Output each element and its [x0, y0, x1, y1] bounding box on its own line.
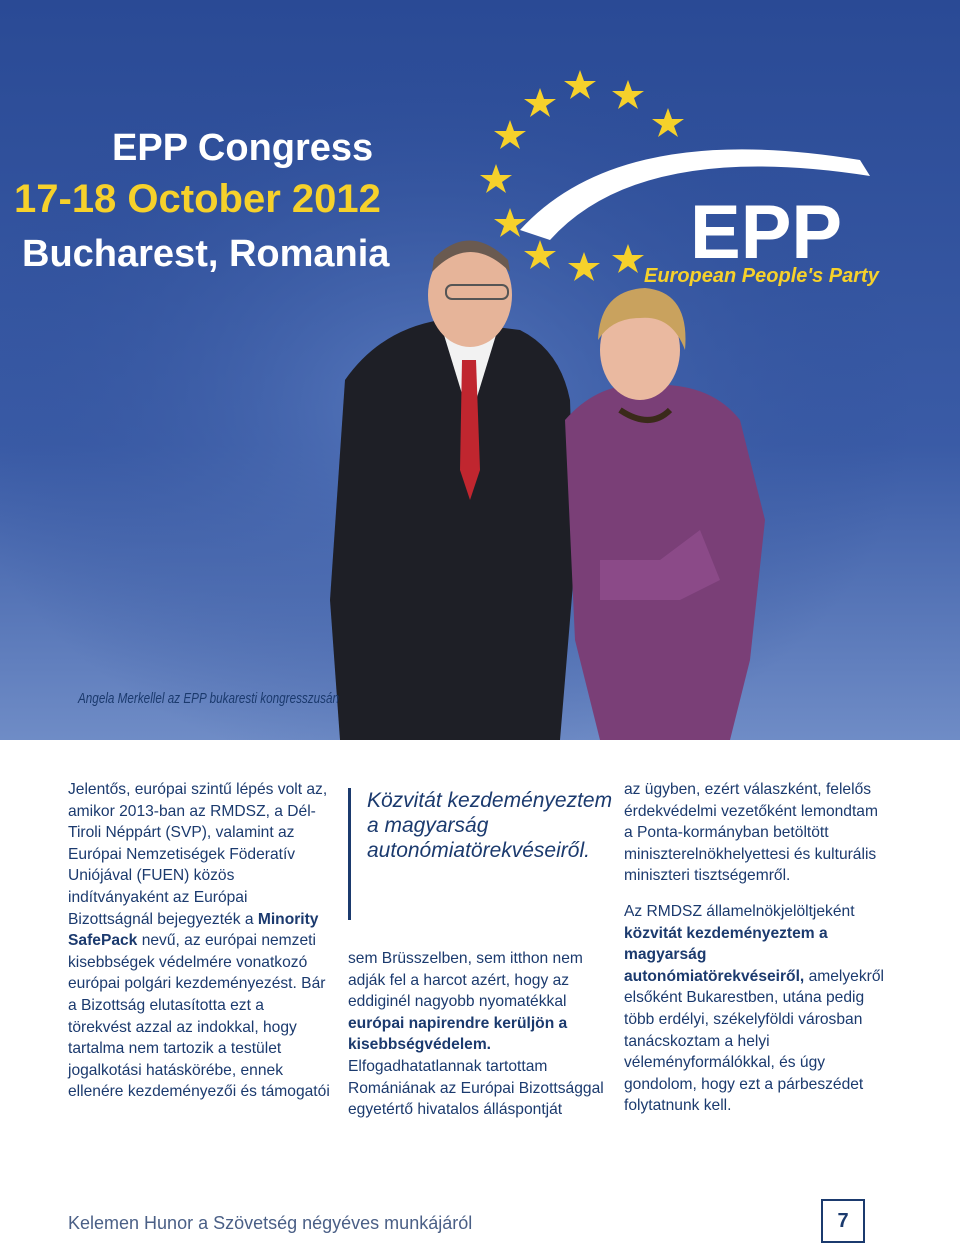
footer-title: Kelemen Hunor a Szövetség négyéves munkájáról [68, 1213, 473, 1233]
photo-caption: Angela Merkellel az EPP bukaresti kongresszusán [78, 690, 340, 707]
paragraph: az ügyben, ezért válaszként, felelős érdekvédelmi vezetőként lemondtam a Ponta-kormányban betöltött miniszterelnökhelyettesi és kulturális miniszteri tisztségemről. [624, 781, 878, 885]
pull-quote: Közvitát kezdeményeztem a magyarság autonómiatörekvéseiről. [348, 788, 617, 920]
text-run: Elfogadhatatlannak tartottam Romániának az Európai Bizottsággal egyetértő hivatalos álláspontját [348, 1057, 604, 1119]
body-column-2 [348, 948, 606, 1121]
banner-line1: EPP Congress [112, 127, 374, 169]
epp-logo-subtitle: European People's Party [644, 265, 879, 287]
body-column-1 [68, 779, 330, 1103]
paragraph [348, 948, 606, 1121]
text-run: nevű, az európai nemzeti kisebbségek védelmére vonatkozó európai polgári kezdeményezést. Bár a Bizottság elutasította ezt a törekvést azzal az indokkal, hogy tartalma nem tartozik a testület jogalkotási hatáskörébe, ennek ellenére kezdeményezői és támogatói [68, 932, 330, 1101]
epp-logo: EPP [690, 190, 843, 275]
text-run: amelyekről elsőként Bukarestben, utána pedig több erdélyi, székelyföldi városban tanácskoztam a helyi véleményformálókkal, és úgy gondolom, hogy ezt a párbeszédet folytatnunk kell. [624, 967, 884, 1115]
bold-text: európai napirendre kerüljön a kisebbségvédelem. [348, 1014, 568, 1054]
paragraph [68, 779, 330, 1103]
body-column-3 [624, 779, 884, 1117]
text-run: sem Brüsszelben, sem itthon nem adják fel a harcot azért, hogy az eddiginél nagyobb nyomatékkal [348, 950, 583, 1011]
bold-text: közvitát kezdeményeztem a magyarság autonómiatörekvéseiről, [624, 924, 828, 985]
text-run: Az RMDSZ államelnökjelöltjeként [624, 902, 855, 920]
text-run: Jelentős, európai szintű lépés volt az, amikor 2013-ban az RMDSZ, a Dél-Tiroli Néppárt (SVP), valamint az Európai Nemzetiségek Föderatív Uniójával (FUEN) közös indítványaként az Európai Bizottságnál bejegyezték a [68, 781, 328, 928]
paragraph [624, 901, 884, 1117]
banner-line2: 17-18 October 2012 [14, 177, 381, 221]
bold-text: Minority SafePack [68, 910, 319, 950]
page-number: 7 [821, 1199, 865, 1243]
banner-line3: Bucharest, Romania [22, 233, 390, 275]
